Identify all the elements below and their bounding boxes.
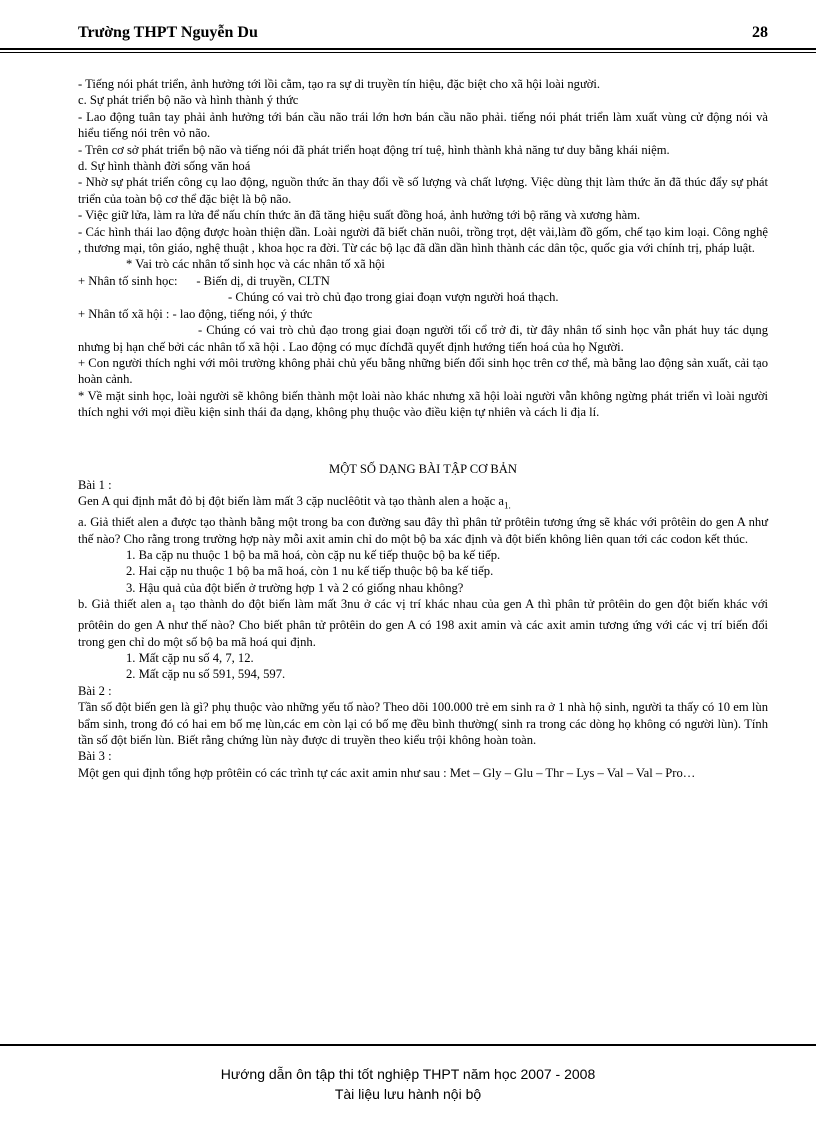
exercise-text: Một gen qui định tổng hợp prôtêin có các trình tự các axit amin như sau : Met – Gly – Glu – Thr – Lys – Val – Val – Pro… — [78, 765, 696, 780]
exercise-text — [78, 596, 768, 650]
body-paragraph: - Lao động tuân tay phải ảnh hưởng tới bán cầu não trái lớn hơn bán cầu não phải. tiếng nói phát triển làm xuất vùng cử động nói và hiểu tiếng nói trên vỏ não. — [78, 109, 768, 141]
page-footer — [0, 1064, 816, 1104]
list-item: 3. Hậu quả của đột biến ở trường hợp 1 và 2 có giống nhau không? — [126, 580, 464, 595]
exercise-b-post: tạo thành do đột biến làm mất 3nu ở các vị trí khác nhau của gen A thì phân tử prôtêin do gen đột biến khác với prôtêin do gen A như thế nào? Cho biết phân tử prôtêin do gen A có 198 axit amin và các axit amin tương ứng với các vị trí biến đổi trong gen chỉ do một số bộ ba mã hoá qui định. — [78, 597, 768, 649]
list-item: 1. Ba cặp nu thuộc 1 bộ ba mã hoá, còn cặp nu kế tiếp thuộc bộ ba kế tiếp. — [126, 548, 501, 563]
body-paragraph: - Việc giữ lửa, làm ra lửa để nấu chín thức ăn đã tăng hiệu suất đồng hoá, ảnh hưởng tới bộ răng và xương hàm. — [78, 208, 641, 223]
body-paragraph: + Nhân tố sinh học: - Biến dị, di truyền, CLTN — [78, 273, 330, 288]
header-rule-thin — [0, 52, 816, 53]
footer-rule — [0, 1044, 816, 1046]
page-header — [78, 24, 768, 48]
exercise-label: Bài 1 : — [78, 477, 112, 492]
header-rule-thick — [0, 48, 816, 50]
footer-line1: Hướng dẫn ôn tập thi tốt nghiệp THPT năm học 2007 - 2008 — [220, 1066, 596, 1082]
subheading: * Vai trò các nhân tố sinh học và các nhân tố xã hội — [126, 257, 385, 272]
body-paragraph: - Các hình thái lao động được hoàn thiện dần. Loài người đã biết chăn nuôi, trồng trọt, dệt vải,làm đồ gốm, chế tạo kim loại. Công nghệ , thương mại, tôn giáo, nghệ thuật , khoa học ra đời. Từ các bộ lạc đã dần dần hình thành các dân tộc, quốc gia với chính trị, pháp luật. — [78, 224, 768, 256]
exercise-label: Bài 2 : — [78, 683, 112, 698]
page-content — [78, 76, 768, 781]
body-paragraph: - Chúng có vai trò chủ đạo trong giai đoạn vượn người hoá thạch. — [228, 290, 559, 305]
exercise-b-pre: b. Giả thiết alen a — [78, 597, 172, 612]
page-number: 28 — [752, 24, 768, 41]
exercise-intro: Gen A qui định mắt đỏ bị đột biến làm mất 3 cặp nuclêôtit và tạo thành alen a hoặc a — [78, 494, 504, 509]
section-heading: c. Sự phát triển bộ não và hình thành ý thức — [78, 93, 299, 108]
exercise-text — [78, 493, 768, 514]
list-item: 2. Mất cặp nu số 591, 594, 597. — [126, 667, 286, 682]
exercise-label: Bài 3 : — [78, 749, 112, 764]
exercise-text: a. Giả thiết alen a được tạo thành bằng một trong ba con đường sau đây thì phân tử prôtêin tương ứng sẽ khác với prôtêin do gen A như thế nào? Cho rằng trong trường hợp này mỗi axit amin chỉ do một bộ ba xác định và đột biến không liên quan tới các codon kết thúc. — [78, 515, 768, 546]
body-paragraph: - Chúng có vai trò chủ đạo trong giai đoạn người tối cổ trở đi, từ đây nhân tố sinh học vẫn phát huy tác dụng nhưng bị hạn chế bởi các nhân tố xã hội . Lao động có mục đíchđã quyết định hướng tiến hoá của họ Người. — [78, 323, 768, 354]
body-paragraph: - Nhờ sự phát triển công cụ lao động, nguồn thức ăn thay đổi về số lượng và chất lượng. Việc dùng thịt làm thức ăn đã thúc đẩy sự phát triển của toàn bộ cơ thể đặc biệt là bộ não. — [78, 175, 768, 206]
section-heading: d. Sự hình thành đời sống văn hoá — [78, 159, 251, 174]
body-paragraph: - Trên cơ sở phát triển bộ não và tiếng nói đã phát triển hoạt động trí tuệ, hình thành khả năng tư duy bằng khái niệm. — [78, 142, 670, 157]
exercise-text: Tần số đột biến gen là gì? phụ thuộc vào những yếu tố nào? Theo dõi 100.000 trẻ em sinh ra ở 1 nhà hộ sinh, người ta thấy có 10 em lùn bẩm sinh, trong đó có hai em bố mẹ lùn,các em còn lại có bố mẹ đều bình thường( sinh ra trong các dòng họ không có người lùn). Tính tần số đột biến lùn. Biết rằng chứng lùn này được di truyền theo kiểu trội không hoàn toàn. — [78, 700, 768, 748]
exercises-title: MỘT SỐ DẠNG BÀI TẬP CƠ BẢN — [329, 461, 517, 476]
school-name: Trường THPT Nguyễn Du — [78, 24, 258, 41]
body-paragraph: + Con người thích nghi với môi trường không phải chủ yếu bằng những biến đổi sinh học trên cơ thể, mà bằng lao động sản xuất, cải tạo hoàn cảnh. — [78, 355, 768, 387]
footer-line2: Tài liệu lưu hành nội bộ — [334, 1086, 482, 1102]
subscript: 1. — [503, 500, 511, 511]
body-paragraph: + Nhân tố xã hội : - lao động, tiếng nói, ý thức — [78, 306, 313, 321]
body-paragraph: * Về mặt sinh học, loài người sẽ không biến thành một loài nào khác nhưng xã hội loài người vẫn không ngừng phát triển vì loài người thích nghi với mọi điều kiện sinh thái đa dạng, không phụ thuộc vào điều kiện tự nhiên và cách li địa lí. — [78, 388, 768, 420]
body-paragraph: - Tiếng nói phát triển, ảnh hưởng tới lồi cằm, tạo ra sự di truyền tín hiệu, đặc biệt cho xã hội loài người. — [78, 77, 601, 91]
spacer — [78, 421, 768, 455]
list-item: 1. Mất cặp nu số 4, 7, 12. — [126, 651, 254, 666]
list-item: 2. Hai cặp nu thuộc 1 bộ ba mã hoá, còn 1 nu kế tiếp thuộc bộ ba kế tiếp. — [126, 564, 494, 579]
subscript: 1 — [171, 603, 176, 614]
